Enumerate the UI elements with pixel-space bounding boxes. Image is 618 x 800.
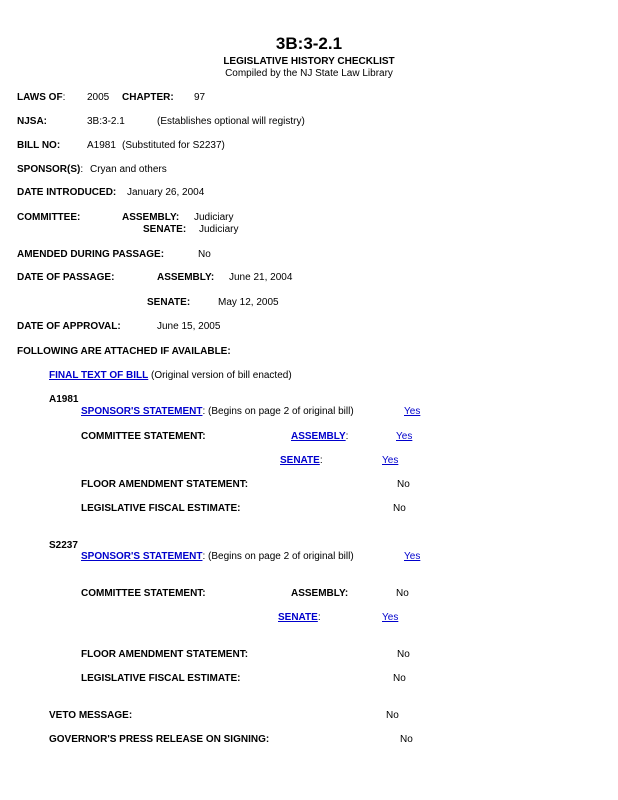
veto-label: VETO MESSAGE: xyxy=(49,710,133,721)
njsa-label: NJSA: xyxy=(17,116,48,127)
a1981-fiscal-value: No xyxy=(393,503,406,514)
a1981-sponsor-yes-link[interactable]: Yes xyxy=(404,406,421,417)
chapter-label: CHAPTER: xyxy=(122,92,174,103)
passage-assembly-value: June 21, 2004 xyxy=(229,272,293,283)
page-title: 3B:3-2.1 xyxy=(275,34,343,53)
committee-assembly-label: ASSEMBLY: xyxy=(122,212,180,223)
date-of-passage-label: DATE OF PASSAGE: xyxy=(17,272,115,283)
a1981-assembly-link[interactable]: ASSEMBLY xyxy=(291,431,346,442)
date-introduced-value: January 26, 2004 xyxy=(127,187,205,198)
a1981-floor-value: No xyxy=(397,479,410,490)
amended-value: No xyxy=(198,249,211,260)
bill-no-note: (Substituted for S2237) xyxy=(122,140,225,151)
s2237-senate-colon: : xyxy=(317,612,321,623)
sponsors-row xyxy=(17,164,83,176)
amended-label: AMENDED DURING PASSAGE: xyxy=(17,249,165,260)
date-of-approval-value: June 15, 2005 xyxy=(157,321,221,332)
attached-heading: FOLLOWING ARE ATTACHED IF AVAILABLE: xyxy=(17,346,231,357)
sponsors-colon: : xyxy=(80,164,84,175)
a1981-sponsor-row xyxy=(81,406,354,418)
passage-assembly-label: ASSEMBLY: xyxy=(157,272,215,283)
s2237-senate-row xyxy=(278,612,321,624)
s2237-label: S2237 xyxy=(49,540,78,551)
a1981-committee-label: COMMITTEE STATEMENT: xyxy=(81,431,206,442)
s2237-floor-value: No xyxy=(397,649,410,660)
a1981-senate-yes-link[interactable]: Yes xyxy=(382,455,399,466)
a1981-senate-colon: : xyxy=(319,455,323,466)
veto-value: No xyxy=(386,710,399,721)
date-introduced-label: DATE INTRODUCED: xyxy=(17,187,117,198)
a1981-sponsor-note: : (Begins on page 2 of original bill) xyxy=(202,406,354,417)
passage-senate-label: SENATE: xyxy=(147,297,191,308)
a1981-senate-row xyxy=(280,455,323,467)
s2237-floor-label: FLOOR AMENDMENT STATEMENT: xyxy=(81,649,249,660)
a1981-fiscal-label: LEGISLATIVE FISCAL ESTIMATE: xyxy=(81,503,241,514)
date-of-approval-label: DATE OF APPROVAL: xyxy=(17,321,121,332)
s2237-senate-link[interactable]: SENATE xyxy=(278,612,318,623)
bill-no-label: BILL NO: xyxy=(17,140,61,151)
a1981-assembly-row xyxy=(291,431,348,443)
committee-label: COMMITTEE: xyxy=(17,212,81,223)
a1981-floor-label: FLOOR AMENDMENT STATEMENT: xyxy=(81,479,249,490)
passage-senate-value: May 12, 2005 xyxy=(218,297,279,308)
a1981-assembly-yes-link[interactable]: Yes xyxy=(396,431,413,442)
s2237-assembly-value: No xyxy=(396,588,409,599)
sponsors-value: Cryan and others xyxy=(90,164,167,175)
njsa-value: 3B:3-2.1 xyxy=(87,116,125,127)
final-text-note: (Original version of bill enacted) xyxy=(151,370,292,381)
laws-of-year: 2005 xyxy=(87,92,110,103)
laws-of-label: LAWS OF xyxy=(17,92,63,103)
final-text-row xyxy=(49,370,292,382)
a1981-sponsor-statement-link[interactable]: SPONSOR'S STATEMENT xyxy=(81,406,203,417)
laws-of-row xyxy=(17,92,65,104)
a1981-label: A1981 xyxy=(49,394,79,405)
bill-no-value: A1981 xyxy=(87,140,116,151)
press-release-value: No xyxy=(400,734,413,745)
a1981-assembly-colon: : xyxy=(345,431,349,442)
s2237-sponsor-yes-link[interactable]: Yes xyxy=(404,551,421,562)
final-text-link[interactable]: FINAL TEXT OF BILL xyxy=(49,370,149,381)
a1981-senate-link[interactable]: SENATE xyxy=(280,455,320,466)
committee-senate-value: Judiciary xyxy=(199,224,239,235)
committee-senate-label: SENATE: xyxy=(143,224,187,235)
chapter-value: 97 xyxy=(194,92,206,103)
laws-of-colon: : xyxy=(62,92,66,103)
press-release-label: GOVERNOR'S PRESS RELEASE ON SIGNING: xyxy=(49,734,270,745)
s2237-assembly-label: ASSEMBLY: xyxy=(291,588,349,599)
s2237-sponsor-statement-link[interactable]: SPONSOR'S STATEMENT xyxy=(81,551,203,562)
s2237-senate-yes-link[interactable]: Yes xyxy=(382,612,399,623)
s2237-fiscal-value: No xyxy=(393,673,406,684)
s2237-committee-label: COMMITTEE STATEMENT: xyxy=(81,588,206,599)
page-subtitle: LEGISLATIVE HISTORY CHECKLIST xyxy=(223,56,395,67)
sponsors-label: SPONSOR(S) xyxy=(17,164,81,175)
s2237-sponsor-note: : (Begins on page 2 of original bill) xyxy=(202,551,354,562)
committee-assembly-value: Judiciary xyxy=(194,212,234,223)
s2237-sponsor-row xyxy=(81,551,354,563)
s2237-fiscal-label: LEGISLATIVE FISCAL ESTIMATE: xyxy=(81,673,241,684)
compiled-by: Compiled by the NJ State Law Library xyxy=(225,68,393,79)
njsa-description: (Establishes optional will registry) xyxy=(157,116,305,127)
